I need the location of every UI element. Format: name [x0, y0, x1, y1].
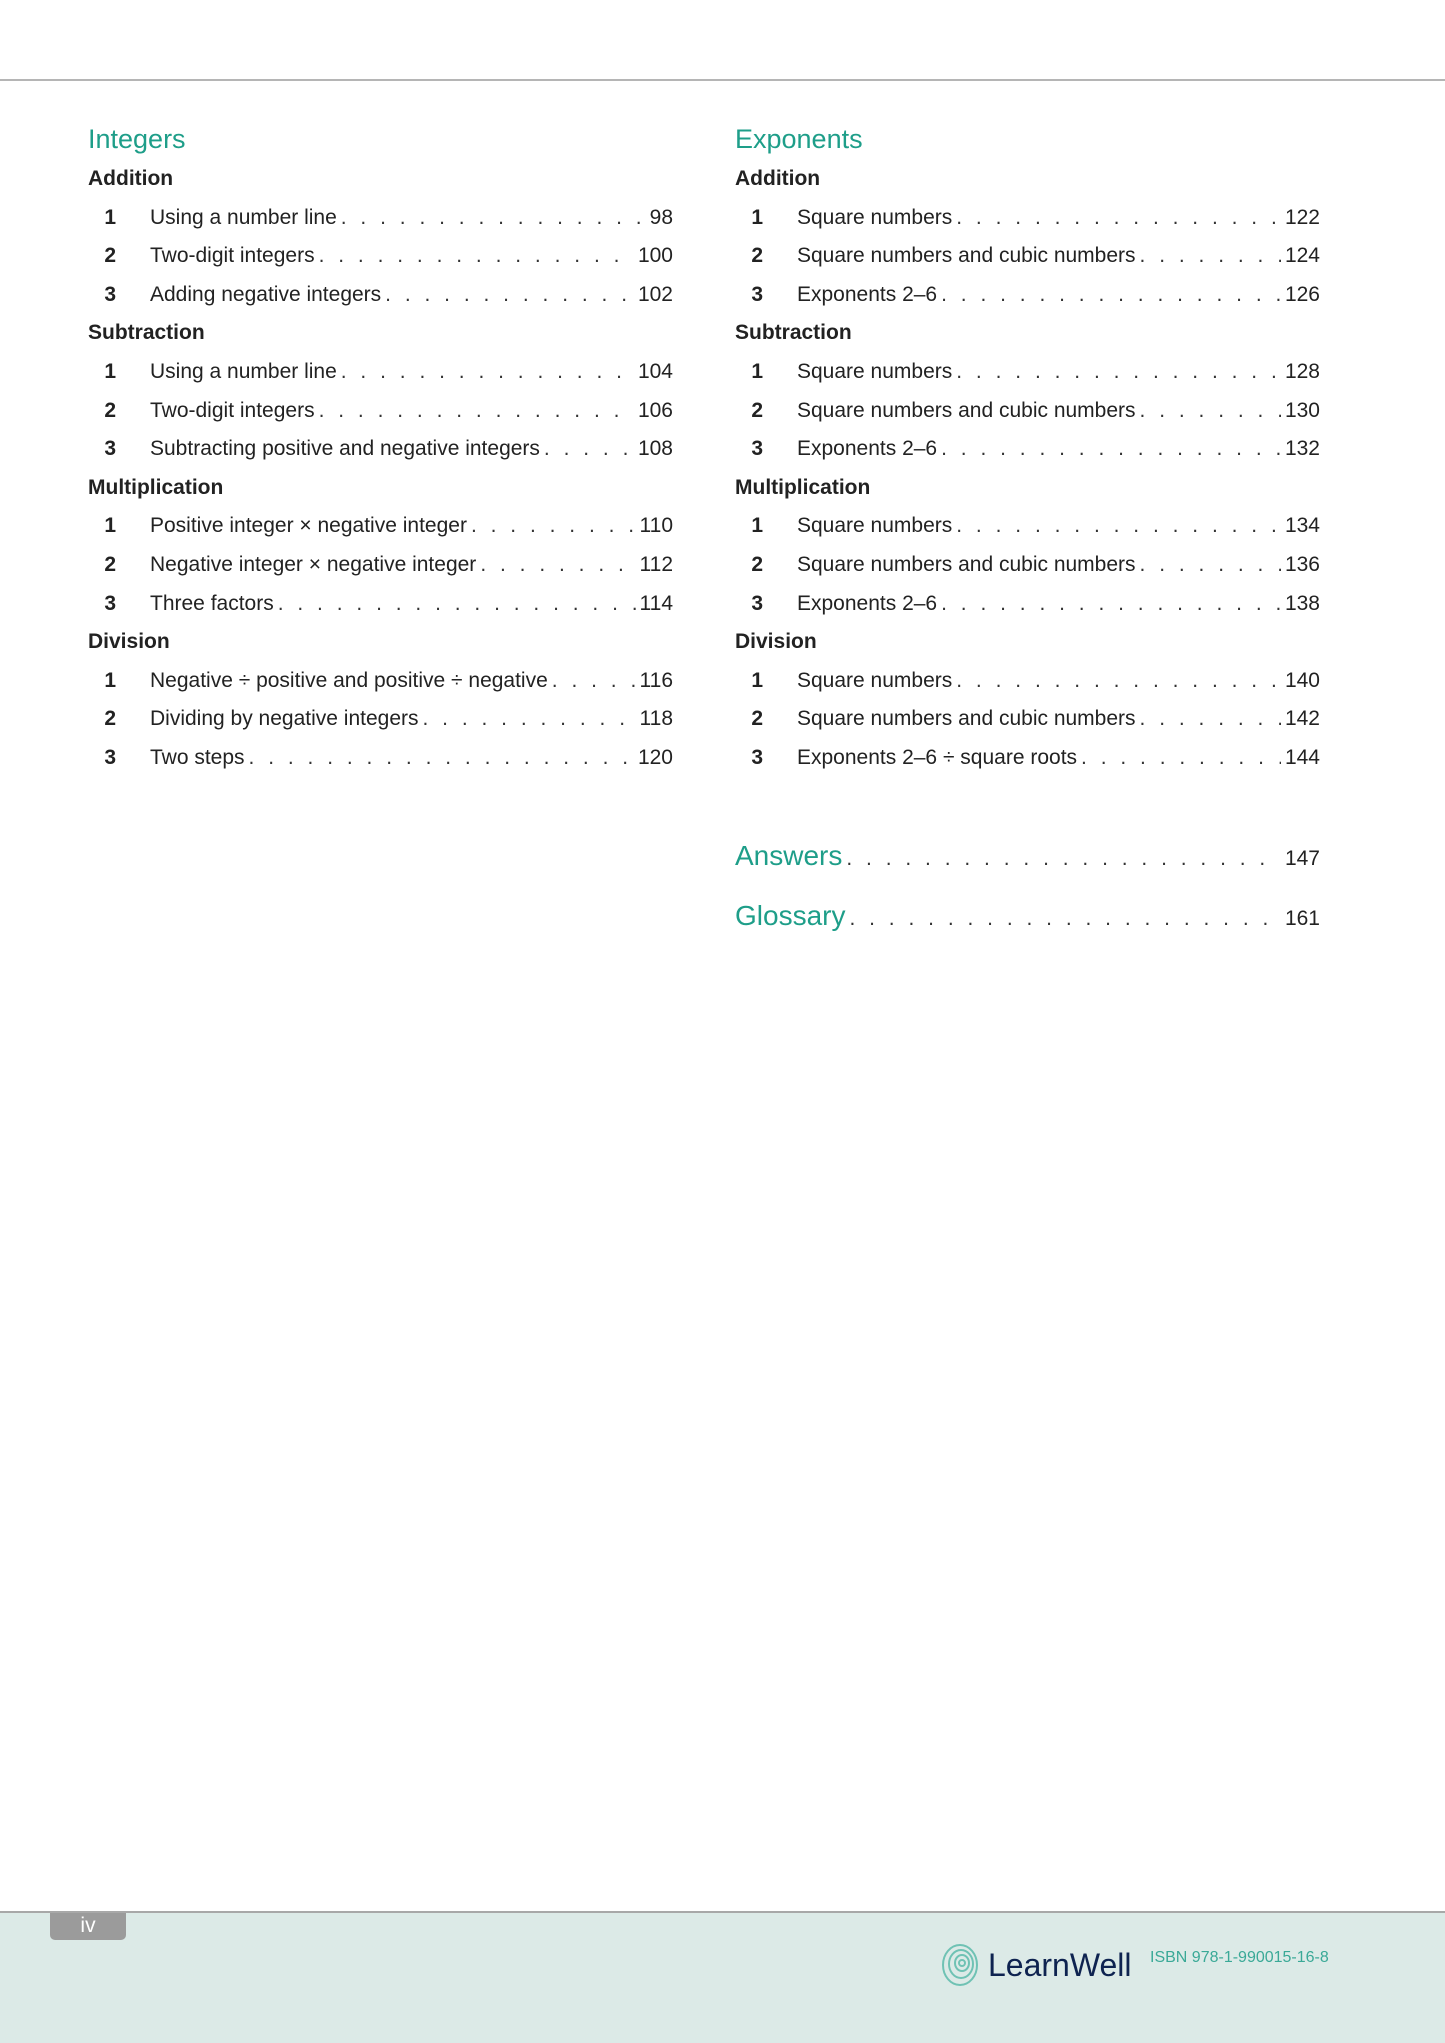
lesson-title: Square numbers	[797, 359, 953, 383]
glossary-label: Glossary	[735, 900, 846, 931]
toc-entry[interactable]	[88, 585, 673, 624]
lesson-title: Positive integer × negative integer	[150, 514, 467, 538]
lesson-number: 2	[104, 398, 116, 422]
lesson-title: Negative integer × negative integer	[150, 552, 477, 576]
toc-entry[interactable]	[735, 662, 1320, 701]
section-heading: Multiplication	[88, 475, 224, 499]
lesson-number: 2	[751, 244, 763, 268]
page-number: 130	[1284, 398, 1320, 422]
lesson-title: Two-digit integers	[150, 244, 315, 268]
lesson-title: Using a number line	[150, 359, 337, 383]
section-heading: Division	[735, 630, 817, 654]
dot-leader	[319, 392, 634, 431]
dot-leader	[956, 199, 1281, 238]
page-number: 144	[1284, 745, 1320, 769]
isbn: ISBN 978-1-990015-16-8	[1150, 1949, 1329, 1966]
lesson-number: 3	[751, 282, 763, 306]
page-number: 128	[1284, 359, 1320, 383]
lesson-number: 3	[104, 591, 116, 615]
toc-entry[interactable]	[88, 430, 673, 469]
page-number: 116	[639, 668, 673, 692]
toc-column-integers	[88, 118, 673, 778]
lesson-title: Exponents 2–6	[797, 591, 938, 615]
page-number: 140	[1284, 668, 1320, 692]
lesson-title: Square numbers and cubic numbers	[797, 398, 1136, 422]
lesson-title: Square numbers and cubic numbers	[797, 552, 1136, 576]
toc-entry[interactable]	[88, 700, 673, 739]
lesson-number: 1	[104, 514, 116, 538]
dot-leader	[385, 276, 634, 315]
lesson-number: 1	[751, 359, 763, 383]
toc-entry[interactable]	[88, 237, 673, 276]
glossary-page: 161	[1284, 907, 1320, 930]
page-number: 138	[1284, 591, 1320, 615]
unit-title: Integers	[88, 124, 186, 154]
toc-entry[interactable]	[735, 700, 1320, 739]
lesson-title: Exponents 2–6	[797, 437, 938, 461]
section-heading: Addition	[88, 167, 174, 190]
dot-leader	[956, 353, 1281, 392]
toc-column-exponents	[735, 118, 1320, 778]
answers-label: Answers	[735, 840, 843, 871]
dot-leader	[941, 585, 1281, 624]
toc-entry[interactable]	[735, 585, 1320, 624]
lesson-title: Adding negative integers	[150, 282, 382, 306]
lesson-title: Square numbers	[797, 668, 953, 692]
lesson-title: Square numbers and cubic numbers	[797, 707, 1136, 731]
page-number: 134	[1284, 514, 1320, 538]
toc-entry[interactable]	[735, 276, 1320, 315]
page-number: 110	[639, 514, 673, 538]
lesson-number: 2	[751, 398, 763, 422]
page-number: 98	[649, 205, 673, 229]
page-number: 108	[637, 437, 673, 461]
dot-leader	[319, 237, 634, 276]
dot-leader	[1140, 392, 1281, 431]
toc-entry[interactable]	[88, 546, 673, 585]
toc-entry[interactable]	[88, 662, 673, 701]
dot-leader	[956, 507, 1281, 546]
page-number: 124	[1284, 244, 1320, 268]
lesson-number: 1	[751, 205, 763, 229]
toc-entry[interactable]	[735, 739, 1320, 778]
lesson-title: Square numbers	[797, 205, 953, 229]
lesson-title: Exponents 2–6 ÷ square roots	[797, 745, 1078, 769]
dot-leader	[341, 353, 634, 392]
toc-entry[interactable]	[735, 430, 1320, 469]
dot-leader	[941, 430, 1281, 469]
lesson-number: 2	[104, 244, 116, 268]
lesson-title: Square numbers and cubic numbers	[797, 244, 1136, 268]
lesson-number: 2	[751, 707, 763, 731]
spiral-icon	[940, 1943, 980, 1987]
toc-entry[interactable]	[88, 507, 673, 546]
section-heading: Multiplication	[735, 475, 871, 499]
lesson-number: 1	[104, 668, 116, 692]
lesson-number: 3	[751, 745, 763, 769]
lesson-number: 3	[104, 282, 116, 306]
toc-entry[interactable]	[88, 276, 673, 315]
toc-entry[interactable]	[735, 507, 1320, 546]
dot-leader	[849, 907, 1280, 931]
lesson-title: Two-digit integers	[150, 398, 315, 422]
lesson-number: 1	[104, 359, 116, 383]
lesson-number: 3	[751, 437, 763, 461]
unit-title: Exponents	[735, 124, 863, 154]
page-number: 126	[1284, 282, 1320, 306]
lesson-number: 1	[104, 205, 116, 229]
page-number: 114	[639, 591, 673, 615]
toc-entry[interactable]	[735, 199, 1320, 238]
toc-entry[interactable]	[735, 546, 1320, 585]
footer	[0, 1911, 1445, 2043]
toc-entry[interactable]	[88, 739, 673, 778]
dot-leader	[471, 507, 636, 546]
lesson-number: 3	[751, 591, 763, 615]
lesson-title: Two steps	[150, 745, 245, 769]
learnwell-logo	[940, 1943, 1131, 1987]
dot-leader	[1081, 739, 1281, 778]
toc-entry[interactable]	[735, 392, 1320, 431]
header-divider	[0, 79, 1445, 81]
lesson-number: 3	[104, 437, 116, 461]
page-number: 106	[637, 398, 673, 422]
toc-entry[interactable]	[88, 392, 673, 431]
dot-leader	[278, 585, 636, 624]
dot-leader	[423, 700, 636, 739]
dot-leader	[480, 546, 635, 585]
dot-leader	[544, 430, 634, 469]
dot-leader	[1140, 700, 1281, 739]
dot-leader	[552, 662, 636, 701]
lesson-number: 1	[751, 514, 763, 538]
lesson-title: Square numbers	[797, 514, 953, 538]
lesson-title: Three factors	[150, 591, 274, 615]
lesson-title: Subtracting positive and negative integers	[150, 437, 540, 461]
lesson-title: Using a number line	[150, 205, 337, 229]
lesson-number: 2	[104, 552, 116, 576]
dot-leader	[941, 276, 1281, 315]
brand-name: LearnWell	[988, 1946, 1132, 1983]
answers-page: 147	[1284, 847, 1320, 870]
dot-leader	[956, 662, 1281, 701]
section-heading: Subtraction	[88, 321, 205, 345]
lesson-title: Negative ÷ positive and positive ÷ negative	[150, 668, 548, 692]
page-number: iv	[50, 1913, 126, 1940]
lesson-number: 2	[104, 707, 116, 731]
lesson-title: Dividing by negative integers	[150, 707, 419, 731]
page-number: 142	[1284, 707, 1320, 731]
page-number: 100	[637, 244, 673, 268]
dot-leader	[249, 739, 634, 778]
toc-entry[interactable]	[88, 353, 673, 392]
lesson-number: 2	[751, 552, 763, 576]
page-number: 122	[1284, 205, 1320, 229]
lesson-number: 1	[751, 668, 763, 692]
section-heading: Subtraction	[735, 321, 852, 345]
page-number: 120	[637, 745, 673, 769]
section-heading: Division	[88, 630, 170, 654]
page-number: 102	[637, 282, 673, 306]
toc-glossary[interactable]	[735, 900, 1320, 932]
dot-leader	[341, 199, 646, 238]
page-number: 118	[639, 707, 673, 731]
toc-answers[interactable]	[735, 840, 1320, 872]
page-number: 112	[639, 552, 673, 576]
page-number: 104	[637, 359, 673, 383]
toc-entry[interactable]	[735, 353, 1320, 392]
lesson-title: Exponents 2–6	[797, 282, 938, 306]
dot-leader	[846, 847, 1281, 871]
page-number: 136	[1284, 552, 1320, 576]
page-number: 132	[1284, 437, 1320, 461]
toc-entry[interactable]	[88, 199, 673, 238]
section-heading: Addition	[735, 167, 821, 190]
toc-entry[interactable]	[735, 237, 1320, 276]
lesson-number: 3	[104, 745, 116, 769]
dot-leader	[1140, 546, 1281, 585]
dot-leader	[1140, 237, 1281, 276]
